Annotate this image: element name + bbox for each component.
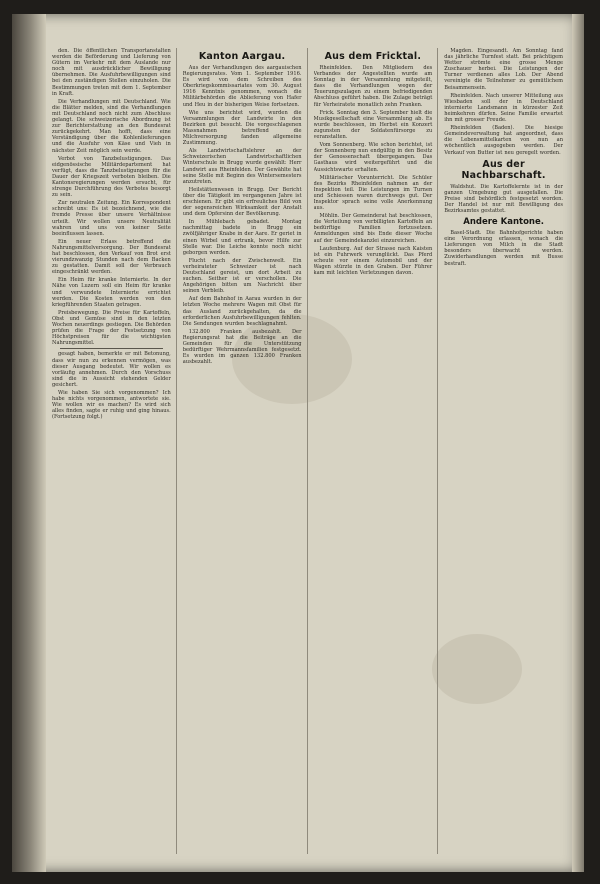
- book-binding: [12, 14, 46, 872]
- article-paragraph: Zur neutralen Zeitung. Ein Korrespondent schreibt uns: Es ist bezeichnend, wie die fremde Presse über unsere Verhältnisse urteilt. Wir wollen unsere Neutralität wahren und uns von keiner Seite beeinflussen lassen.: [52, 200, 171, 237]
- article-paragraph: Möhlin. Der Gemeinderat hat beschlossen, die Verteilung von verbilligten Kartoffeln an bedürftige Familien fortzusetzen. Anmeldungen sind bis Ende dieser Woche auf der Gemeindekanzlei einzureichen.: [313, 213, 433, 244]
- article-paragraph: Waldshut. Die Kartoffelernte ist in der ganzen Umgebung gut ausgefallen. Die Preise sind behördlich festgesetzt worden. Der Handel ist nur mit Bewilligung des Bezirksamtes gestattet.: [444, 183, 563, 214]
- newspaper-page: [12, 14, 584, 872]
- feuilleton-paragraph: gesagt haben, bemerkte er mit Betonung, dass wir nun zu erkennen vermögen, was dieser Ausgang bedeutet. Wir wollen es vorläufig annehmen. Durch den Vorschuss sind die in Aussicht stehenden Gelder gesichert.: [52, 351, 171, 388]
- article-paragraph: Rheinfelden (Baden). Die hiesige Gemeindeverwaltung hat angeordnet, dass die Lebensmittelkarten von nun an wöchentlich ausgegeben werden. Der Verkauf von Butter ist neu geregelt worden.: [444, 125, 563, 156]
- article-paragraph: Heilstättenwesen in Brugg. Der Bericht über die Tätigkeit im vergangenen Jahre ist erschienen. Er gibt ein erfreuliches Bild von der segensreichen Wirksamkeit der Anstalt und dem Opfersinn der Bevölkerung.: [182, 186, 302, 218]
- article-paragraph: Als Landwirtschaftslehrer an der Schweizerischen Landwirtschaftlichen Winterschule in Brugg wurde gewählt: Herr Landwirt aus Rheinfelden. Der Gewählte hat seine Stelle mit Beginn des Wintersemesters anzutreten.: [182, 148, 302, 185]
- section-heading-nachbarschaft: Aus der Nachbarschaft.: [461, 158, 546, 181]
- article-paragraph: Rheinfelden. Den Mitgliedern des Verbandes der Angestellten wurde am Sonntag in der Versammlung mitgeteilt, dass die Verhandlungen wegen der Teuerungszulagen zu einem befriedigenden Abschluss geführt haben. Die Zulage beträgt für Verheiratete monatlich zehn Franken.: [313, 65, 433, 108]
- column-3: [314, 48, 439, 854]
- article-paragraph: Preisbewegung. Die Preise für Kartoffeln, Obst und Gemüse sind in den letzten Wochen neuerdings gestiegen. Die Behörden prüfen die Frage der Festsetzung von Höchstpreisen für die wichtigsten Nahrungsmittel.: [52, 309, 171, 347]
- article-paragraph: In Mühlebach gebadet. Montag nachmittag badete in Brugg ein zwölfjähriger Knabe in der Aare. Er geriet in einen Wirbel und ertrank, bevor Hilfe zur Stelle war. Die Leiche konnte noch nicht geborgen werden.: [182, 219, 302, 256]
- column-1: [52, 48, 177, 854]
- article-paragraph: Flucht nach der Zwischenwelt. Ein verheirateter Schweizer ist nach Deutschland gereist, um dort Arbeit zu suchen. Seither ist er verschollen. Die Angehörigen bitten um Nachricht über seinen Verbleib.: [182, 257, 302, 295]
- article-paragraph: Ein Heim für kranke Internierte. In der Nähe von Luzern soll ein Heim für kranke und verwundete Internierte errichtet werden. Die Kosten werden von den kriegführenden Staaten getragen.: [52, 277, 171, 308]
- section-heading-andere-kantone: Andere Kantone.: [463, 217, 544, 228]
- article-paragraph: Laufenburg. Auf der Strasse nach Kaisten ist ein Fuhrwerk verunglückt. Das Pferd scheute vor einem Automobil und der Wagen stürzte in den Graben. Der Führer kam mit leichten Verletzungen davon.: [313, 245, 433, 276]
- column-4: [444, 48, 568, 854]
- article-paragraph: Wie uns berichtet wird, wurden die Versammlungen der Landwirte in den Bezirken gut besucht. Die vorgeschlagenen Massnahmen betreffend die Milchversorgung fanden allgemeine Zustimmung.: [182, 109, 302, 147]
- column-container: [52, 48, 568, 854]
- article-paragraph: 132.800 Franken ausbezahlt. Der Regierungsrat hat die Beiträge an die Gemeinden für die Unterstützung bedürftiger Wehrmannsfamilien festgesetzt. Es wurden im ganzen 132.800 Franken ausbezahlt.: [182, 328, 302, 366]
- divider: [60, 348, 163, 349]
- article-paragraph: Aus der Verhandlungen des aargauischen Regierungsrates. Vom 1. September 1916. Es wird von dem Schreiben des Oberkriegskommissariates vom 30. August 1916 Kenntnis genommen, wonach die Militärbehörden die Ablieferung von Hafer und Heu in der bisherigen Weise fortsetzen.: [182, 65, 302, 108]
- article-paragraph: Basel-Stadt. Die Bahnhofgerichte haben eine Verordnung erlassen, wonach die Lieferungen von Milch in die Stadt besonders überwacht werden. Zuwiderhandlungen werden mit Busse bestraft.: [444, 230, 563, 267]
- article-paragraph: Rheinfelden. Nach unserer Mitteilung aus Wiesbaden soll der in Deutschland internierte Landsmann in kürzester Zeit heimkehren dürfen. Seine Familie erwartet ihn mit grosser Freude.: [444, 92, 563, 124]
- page-edge: [572, 14, 584, 872]
- article-paragraph: den. Die öffentlichen Transportanstalten werden die Beförderung und Lieferung von Gütern im Verkehr mit dem Auslande nur noch mit ausdrücklicher Bewilligung übernehmen. Die Ausfuhrbewilligungen sind bei den zuständigen Stellen einzuholen. Die Bestimmungen treten mit dem 1. September in Kraft.: [52, 48, 171, 97]
- section-heading-fricktal: Aus dem Fricktal.: [324, 51, 422, 62]
- article-paragraph: Vom Sonnenberg. Wie schon berichtet, ist der Sonnenberg nun endgültig in den Besitz der Genossenschaft übergegangen. Das Gasthaus wird weitergeführt und die Aussichtswarte erhalten.: [313, 142, 433, 173]
- feuilleton-paragraph: Wie haben Sie sich vorgenommen? Ich habe nichts vorgenommen, antwortete sie. Wie wollen wir es machen? Es wird sich alles finden, sagte er ruhig und ging hinaus. (Fortsetzung folgt.): [52, 389, 171, 421]
- article-paragraph: Magden. Eingesandt. Am Sonntag fand das jährliche Turnfest statt. Bei prächtigem Wetter strömte eine grosse Menge Zuschauer herbei. Die Leistungen der Turner verdienen alles Lob. Der Abend vereinigte die Teilnehmer zu gemütlichem Beisammensein.: [444, 48, 563, 91]
- article-paragraph: Die Verhandlungen mit Deutschland. Wie die Blätter melden, sind die Verhandlungen mit Deutschland noch nicht zum Abschluss gelangt. Die schweizerische Abordnung ist zur Berichterstattung an den Bundesrat zurückgekehrt. Man hofft, dass eine Verständigung über die Kohlenlieferungen und die Ausfuhr von Käse und Vieh in nächster Zeit möglich sein werde.: [52, 98, 171, 154]
- article-paragraph: Auf dem Bahnhof in Aarau wurden in der letzten Woche mehrere Wagen mit Obst für das Ausland zurückgehalten, da die erforderlichen Ausfuhrbewilligungen fehlten. Die Sendungen wurden beschlagnahmt.: [182, 296, 302, 327]
- article-paragraph: Frick. Sonntag den 3. September hielt die Musikgesellschaft eine Versammlung ab. Es wurde beschlossen, im Herbst ein Konzert zugunsten der Soldatenfürsorge zu veranstalten.: [313, 109, 433, 141]
- article-paragraph: Militärischer Vorunterricht. Die Schüler des Bezirks Rheinfelden nahmen an der Inspektion teil. Die Leistungen im Turnen und Schiessen waren durchwegs gut. Der Inspektor sprach seine volle Anerkennung aus.: [313, 174, 433, 212]
- column-2: [183, 48, 308, 854]
- section-heading-kanton-aargau: Kanton Aargau.: [198, 51, 286, 62]
- article-paragraph: Verbot von Tanzbelustigungen. Das eidgenössische Militärdepartement hat verfügt, dass die Tanzbelustigungen für die Dauer der Kriegszeit verboten bleiben. Die Kantonsregierungen werden ersucht, für strenge Durchführung des Verbotes besorgt zu sein.: [52, 155, 171, 199]
- article-paragraph: Ein neuer Erlass betreffend die Nahrungsmittelversorgung. Der Bundesrat hat beschlossen, den Verkauf von Brot erst vierundzwanzig Stunden nach dem Backen zu gestatten. Damit soll der Verbrauch eingeschränkt werden.: [52, 238, 171, 276]
